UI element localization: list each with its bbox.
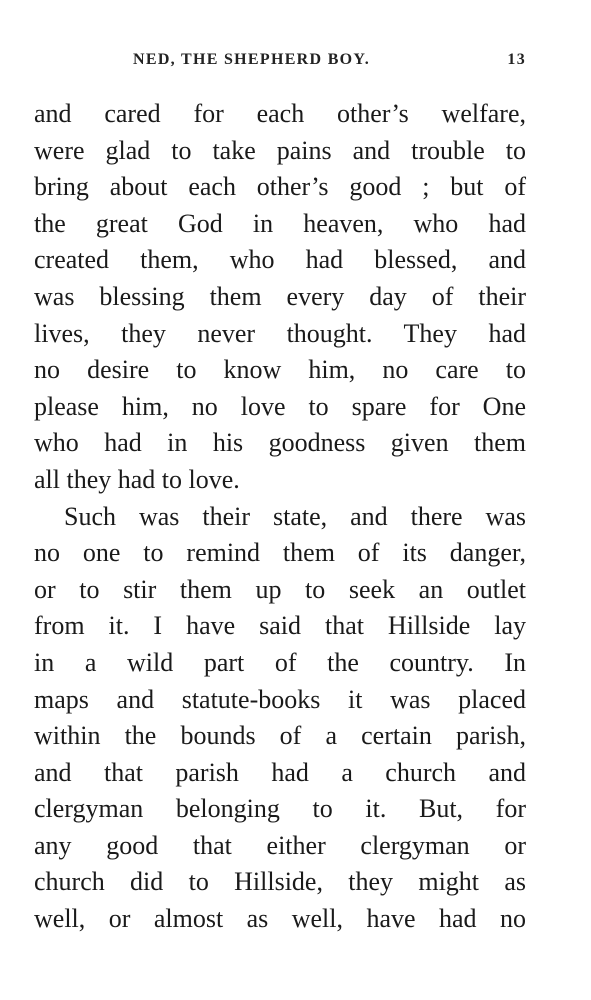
text-line: was blessing them every day of their xyxy=(34,281,526,311)
text-line: in a wild part of the country. In xyxy=(34,647,526,677)
text-line: no desire to know him, no care to xyxy=(34,355,526,385)
text-line: any good that either clergyman or xyxy=(34,830,526,860)
text-line: well, or almost as well, have had no xyxy=(34,904,526,934)
text-line: who had in his goodness given them xyxy=(34,428,526,458)
text-line: bring about each other’s good ; but of xyxy=(34,172,526,202)
paragraph-2 xyxy=(34,499,526,938)
page-number: 13 xyxy=(507,51,526,68)
text-line: lives, they never thought. They had xyxy=(34,318,526,348)
text-line: the great God in heaven, who had xyxy=(34,208,526,238)
text-line: and cared for each other’s welfare, xyxy=(34,99,526,128)
text-line: created them, who had blessed, and xyxy=(34,245,526,275)
text-line: maps and statute-books it was placed xyxy=(34,684,526,714)
text-line: all they had to love. xyxy=(34,464,240,494)
text-line: and that parish had a church and xyxy=(34,757,526,787)
paragraph-1 xyxy=(34,96,526,499)
running-head xyxy=(34,51,526,73)
text-line: were glad to take pains and trouble to xyxy=(34,135,526,165)
text-line: please him, no love to spare for One xyxy=(34,391,526,421)
text-line: no one to remind them of its danger, xyxy=(34,538,526,568)
body-text xyxy=(34,96,526,938)
text-line: Such was their state, and there was xyxy=(64,501,526,531)
running-title: NED, THE SHEPHERD BOY. xyxy=(133,51,371,68)
text-line: church did to Hillside, they might as xyxy=(34,867,526,897)
text-line: clergyman belonging to it. But, for xyxy=(34,794,526,824)
text-line: from it. I have said that Hillside lay xyxy=(34,611,526,641)
text-line: within the bounds of a certain parish, xyxy=(34,721,526,751)
text-line: or to stir them up to seek an outlet xyxy=(34,574,526,604)
